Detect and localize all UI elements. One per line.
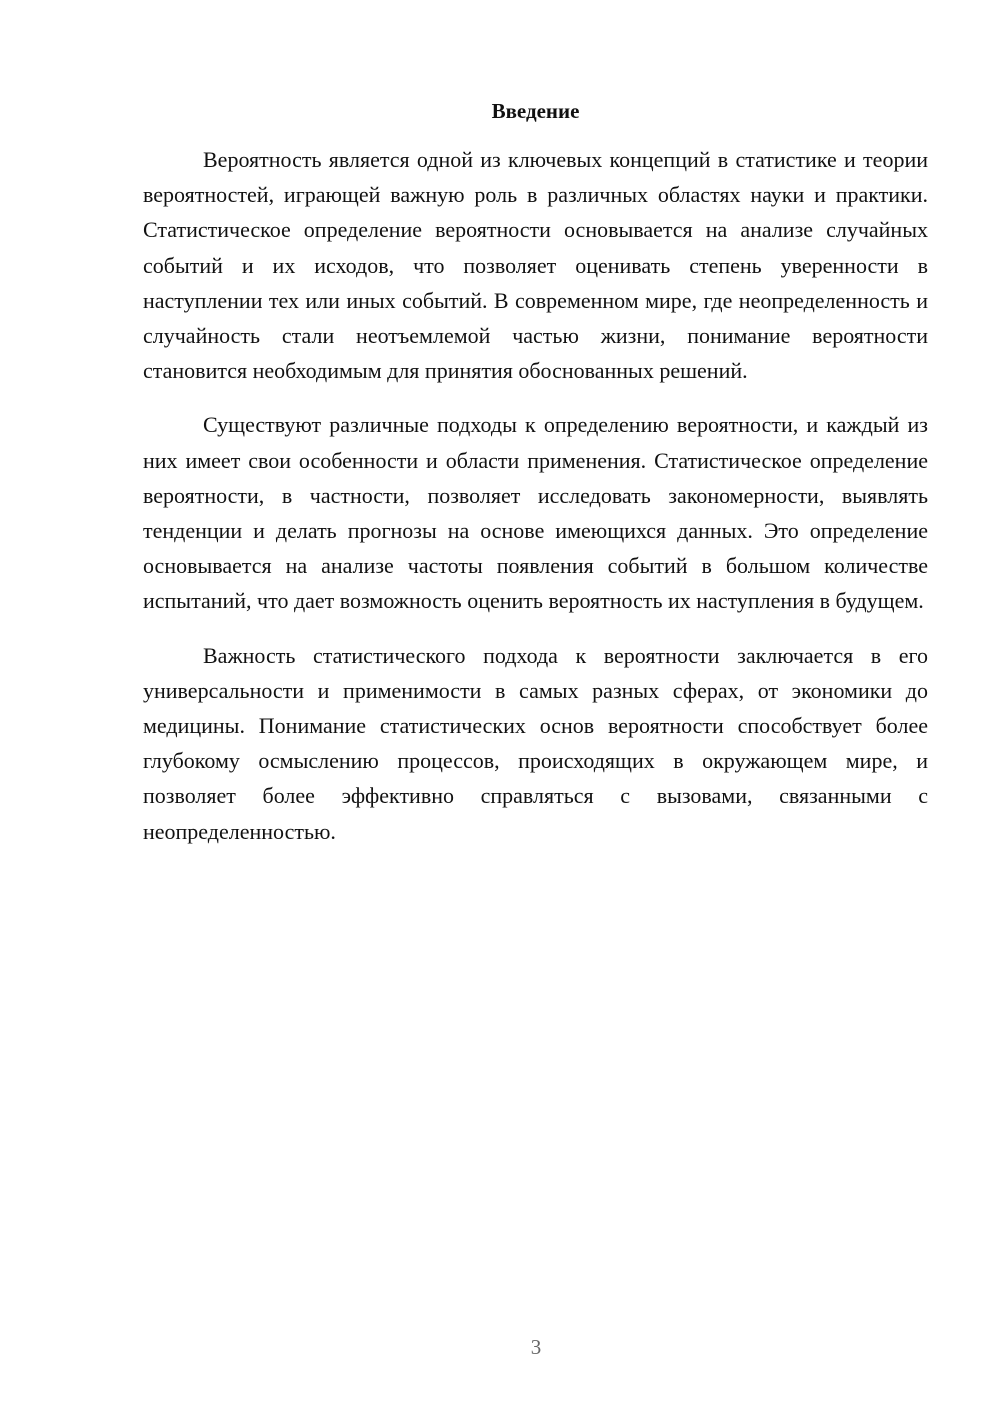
page-number: 3 — [530, 1335, 542, 1359]
page-title: Введение — [491, 99, 580, 123]
body-text — [143, 142, 928, 868]
paragraph-3: Важность статистического подхода к вероятности заключается в его универсальности и применимости в самых разных сферах, от экономики до медицины. Понимание статистических основ вероятности способствует более глубокому осмыслению процессов, происходящих в окружающем мире, и позволяет более эффективно справляться с вызовами, связанными с неопределенностью. — [143, 642, 928, 844]
paragraph-1: Вероятность является одной из ключевых концепций в статистике и теории вероятностей, играющей важную роль в различных областях науки и практики. Статистическое определение вероятности основывается на анализе случайных событий и их исходов, что позволяет оценивать степень уверенности в наступлении тех или иных событий. В современном мире, где неопределенность и случайность стали неотъемлемой частью жизни, понимание вероятности становится необходимым для принятия обоснованных решений. — [143, 147, 928, 384]
paragraph-2: Существуют различные подходы к определению вероятности, и каждый из них имеет свои особенности и области применения. Статистическое определение вероятности, в частности, позволяет исследовать закономерности, выявлять тенденции и делать прогнозы на основе имеющихся данных. Это определение основывается на анализе частоты появления событий в большом количестве испытаний, что дает возможность оценить вероятность их наступления в будущем. — [143, 412, 928, 614]
